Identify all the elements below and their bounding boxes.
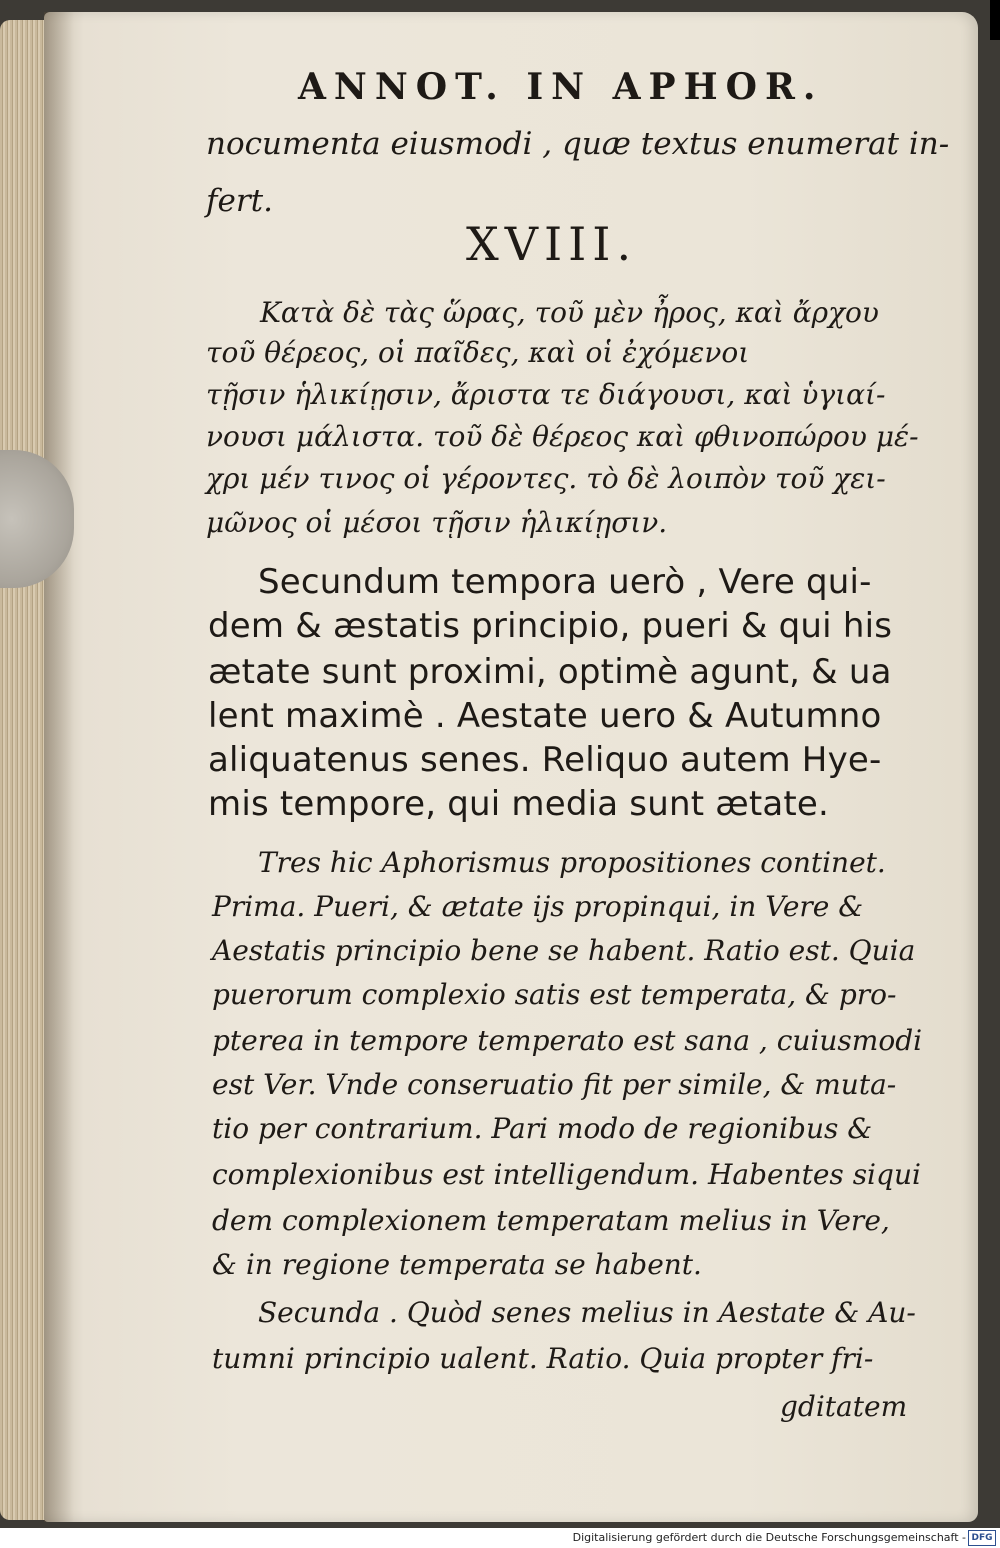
latin-line-5: aliquatenus senes. Reliquo autem Hye- bbox=[208, 740, 882, 780]
intro-line-1: nocumenta eiusmodi , quæ textus enumerat in- bbox=[206, 126, 950, 162]
greek-line-3: τῇσιν ἡλικίῃσιν, ἄριστα τε διάγουσι, καὶ ὑγιαί- bbox=[206, 378, 886, 411]
dfg-logo: DFG bbox=[968, 1530, 996, 1546]
spine-shadow bbox=[44, 12, 74, 1522]
commentary-line-4: puerorum complexio satis est temperata, & pro- bbox=[212, 978, 897, 1011]
commentary-line-3: Aestatis principio bene se habent. Ratio est. Quia bbox=[212, 934, 916, 967]
greek-line-6: μῶνος οἱ μέσοι τῇσιν ἡλικίῃσιν. bbox=[206, 506, 668, 539]
aphorism-number: XVIII. bbox=[466, 217, 638, 271]
commentary2-line-1: Secunda . Quòd senes melius in Aestate & Au- bbox=[258, 1296, 916, 1329]
latin-line-4: lent maximè . Aestate uero & Autumno bbox=[208, 696, 882, 736]
latin-line-2: dem & æstatis principio, pueri & qui his bbox=[208, 606, 893, 646]
latin-line-3: ætate sunt proximi, optimè agunt, & ua bbox=[208, 652, 892, 692]
greek-line-2: τοῦ θέρεος, οἱ παῖδες, καὶ οἱ ἐχόμενοι bbox=[206, 336, 750, 369]
greek-line-1: Κατὰ δὲ τὰς ὥρας, τοῦ μὲν ἦρος, καὶ ἄρχου bbox=[260, 296, 879, 329]
greek-line-5: χρι μέν τινος οἱ γέροντες. τὸ δὲ λοιπὸν τοῦ χει- bbox=[206, 462, 886, 495]
funding-credit: Digitalisierung gefördert durch die Deutsche Forschungsgemeinschaft - bbox=[572, 1531, 966, 1544]
commentary2-line-2: tumni principio ualent. Ratio. Quia propter fri- bbox=[212, 1342, 874, 1375]
latin-line-1: Secundum tempora uerò , Vere qui- bbox=[258, 562, 872, 602]
commentary-line-2: Prima. Pueri, & ætate ijs propinqui, in Vere & bbox=[212, 890, 864, 923]
commentary-line-10: & in regione temperata se habent. bbox=[212, 1248, 702, 1281]
commentary-line-8: complexionibus est intelligendum. Habentes siqui bbox=[212, 1158, 921, 1191]
greek-line-4: νουσι μάλιστα. τοῦ δὲ θέρεος καὶ φθινοπώρου μέ- bbox=[206, 420, 919, 453]
commentary-line-7: tio per contrarium. Pari modo de regionibus & bbox=[212, 1112, 873, 1145]
intro-line-2: fert. bbox=[206, 183, 273, 219]
latin-line-6: mis tempore, qui media sunt ætate. bbox=[208, 784, 830, 824]
commentary-line-9: dem complexionem temperatam melius in Vere, bbox=[212, 1204, 890, 1237]
commentary-line-5: pterea in tempore temperato est sana , cuiusmodi bbox=[212, 1024, 923, 1057]
edge-strip bbox=[990, 0, 1000, 40]
running-header: ANNOT. IN APHOR. bbox=[298, 66, 824, 108]
commentary-line-1: Tres hic Aphorismus propositiones continet. bbox=[258, 846, 886, 879]
commentary-line-6: est Ver. Vnde conseruatio fit per simile, & muta- bbox=[212, 1068, 897, 1101]
catchword: gditatem bbox=[780, 1390, 908, 1423]
